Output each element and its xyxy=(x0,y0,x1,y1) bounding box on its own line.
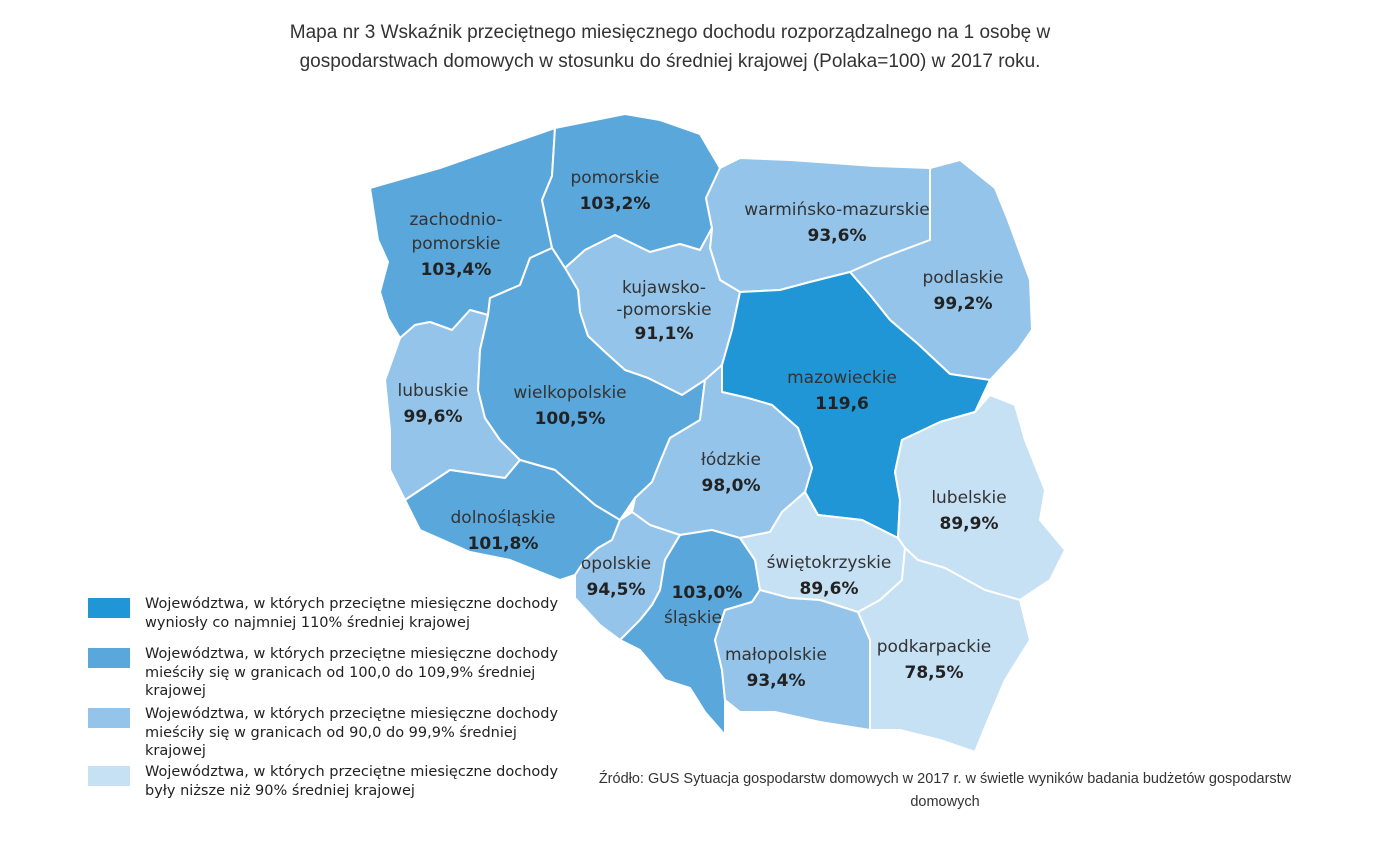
region-value-podkarpackie: 78,5% xyxy=(904,663,964,683)
region-value-malopolskie: 93,4% xyxy=(746,671,806,691)
region-name-lubuskie: lubuskie xyxy=(397,381,469,401)
region-value-slaskie: 103,0% xyxy=(671,583,743,603)
legend-swatch xyxy=(88,708,130,728)
map-title-line-1: Mapa nr 3 Wskaźnik przeciętnego miesięcznego dochodu rozporządzalnego na 1 osobę w xyxy=(289,22,1051,43)
region-name-dolnoslaskie: dolnośląskie xyxy=(450,508,556,528)
legend-label: Województwa, w których przeciętne miesięczne dochody wyniosły co najmniej 110% średniej krajowej xyxy=(145,596,559,631)
region-value-kujawsko-pomorskie: 91,1% xyxy=(634,324,694,344)
region-name-podlaskie: podlaskie xyxy=(922,268,1004,288)
region-name-kujawsko-pomorskie-line2: -pomorskie xyxy=(616,300,712,320)
region-value-swietokrzyskie: 89,6% xyxy=(799,579,859,599)
region-name-slaskie: śląskie xyxy=(664,608,722,628)
legend-swatch xyxy=(88,598,130,618)
region-value-dolnoslaskie: 101,8% xyxy=(467,534,539,554)
region-name-mazowieckie: mazowieckie xyxy=(787,368,897,388)
region-name-lubelskie: lubelskie xyxy=(931,488,1007,508)
region-value-zachodniopomorskie: 103,4% xyxy=(420,260,492,280)
source-note xyxy=(540,768,1350,814)
region-value-wielkopolskie: 100,5% xyxy=(534,409,606,429)
region-name-kujawsko-pomorskie: kujawsko- xyxy=(621,278,707,298)
region-value-podlaskie: 99,2% xyxy=(933,294,993,314)
region-value-lodzkie: 98,0% xyxy=(701,476,761,496)
legend-label: Województwa, w których przeciętne miesięczne dochody mieściły się w granicach od 90,0 do 99,9% średniej krajowej xyxy=(145,706,559,759)
legend-label: Województwa, w których przeciętne miesięczne dochody były niższe niż 90% średniej krajowej xyxy=(145,764,559,799)
map-title-line-2: gospodarstwach domowych w stosunku do średniej krajowej (Polaka=100) w 2017 roku. xyxy=(299,51,1041,72)
region-name-pomorskie: pomorskie xyxy=(570,168,660,188)
region-name-malopolskie: małopolskie xyxy=(724,645,828,665)
region-name-lodzkie: łódzkie xyxy=(701,450,761,470)
region-name-wielkopolskie: wielkopolskie xyxy=(513,383,627,403)
region-name-zachodniopomorskie: zachodnio- xyxy=(409,210,503,230)
legend-swatch xyxy=(88,648,130,668)
legend-label: Województwa, w których przeciętne miesięczne dochody mieściły się w granicach od 100,0 do 109,9% średniej krajowej xyxy=(145,646,559,699)
region-name-warminsko-mazurskie: warmińsko-mazurskie xyxy=(744,200,930,220)
region-value-opolskie: 94,5% xyxy=(586,580,646,600)
legend-swatch xyxy=(88,766,130,786)
source-line-2: domowych xyxy=(910,794,980,810)
region-value-pomorskie: 103,2% xyxy=(579,194,651,214)
source-line-1: Źródło: GUS Sytuacja gospodarstw domowych w 2017 r. w świetle wyników badania budżetów gospodarstw xyxy=(598,771,1292,787)
region-value-lubelskie: 89,9% xyxy=(939,514,999,534)
region-name-swietokrzyskie: świętokrzyskie xyxy=(766,553,892,573)
region-value-mazowieckie: 119,6 xyxy=(815,394,869,414)
region-name-zachodniopomorskie-line2: pomorskie xyxy=(411,234,501,254)
region-value-warminsko-mazurskie: 93,6% xyxy=(807,226,867,246)
region-value-lubuskie: 99,6% xyxy=(403,407,463,427)
region-name-opolskie: opolskie xyxy=(580,554,652,574)
region-name-podkarpackie: podkarpackie xyxy=(876,637,992,657)
